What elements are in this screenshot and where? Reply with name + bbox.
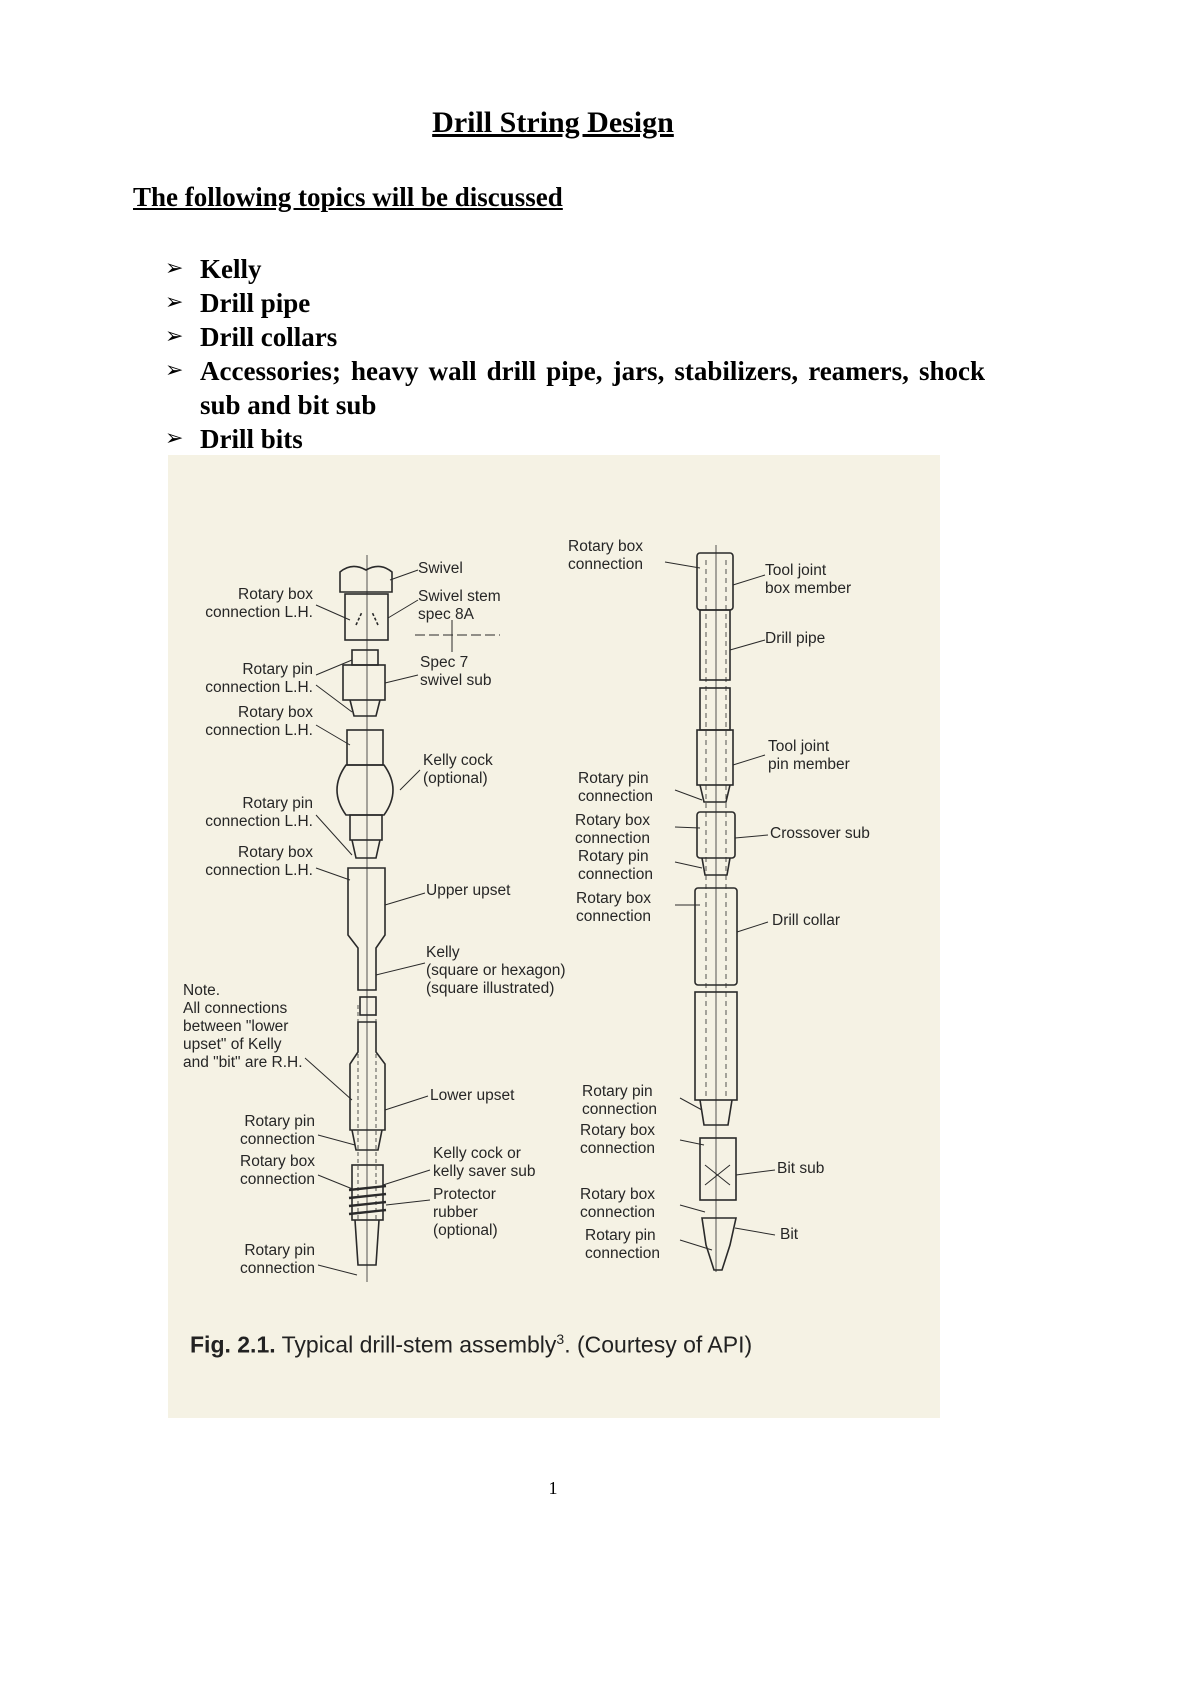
tool-joint-box-shape (697, 553, 733, 610)
list-item: ➢ Drill collars (165, 322, 338, 352)
label-rotary-box-lh: Rotary box connection L.H. (205, 586, 313, 621)
drill-pipe-upper (700, 610, 730, 680)
drill-stem-assembly-figure (168, 455, 940, 1418)
kelly-cock-lower (350, 815, 382, 840)
label-swivel: Swivel (418, 560, 463, 577)
kelly-square-section (360, 997, 376, 1015)
label-rotary-box-lh: Rotary box connection L.H. (205, 704, 313, 739)
arrowhead-bullet-icon: ➢ (165, 324, 184, 349)
label-kelly-saver-sub: Kelly cock or kelly saver sub (433, 1145, 536, 1180)
page-number: 1 (548, 1478, 558, 1498)
list-item: ➢ Accessories; heavy wall drill pipe, jars, stabilizers, reamers, shock sub and bit sub (165, 356, 985, 420)
label-crossover-sub: Crossover sub (770, 825, 870, 842)
topic-list (165, 252, 985, 456)
label-rotary-box: Rotary box connection (575, 812, 650, 847)
arrowhead-bullet-icon: ➢ (165, 426, 184, 451)
label-rotary-box: Rotary box connection (580, 1122, 655, 1157)
label-protector-rubber: Protector rubber (optional) (433, 1186, 498, 1239)
arrowhead-bullet-icon: ➢ (165, 256, 184, 281)
list-item: ➢ Drill pipe (165, 288, 311, 318)
page-title: Drill String Design (432, 106, 674, 139)
bit-sub-shape (700, 1138, 736, 1200)
label-upper-upset: Upper upset (426, 882, 511, 899)
label-rotary-box: Rotary box connection (568, 538, 643, 573)
lower-upset-shape (350, 1022, 385, 1130)
label-lower-upset: Lower upset (430, 1087, 515, 1104)
label-rotary-pin: Rotary pin connection (240, 1242, 315, 1277)
list-item: ➢ Kelly (165, 254, 262, 284)
label-swivel-sub: Spec 7 swivel sub (420, 654, 492, 689)
swivel-stem-shape (345, 594, 388, 640)
label-kelly: Kelly (square or hexagon) (square illustrated) (426, 944, 566, 997)
swivel-sub-body (343, 665, 385, 700)
note-text: Note. All connections between "lower upset" of Kelly and "bit" are R.H. (183, 982, 303, 1071)
label-rotary-pin-lh: Rotary pin connection L.H. (205, 661, 313, 696)
kelly-cock-bulge (337, 765, 393, 815)
figure-caption: Fig. 2.1. Typical drill-stem assembly$^3$. (Courtesy of API) (190, 1331, 753, 1358)
label-rotary-pin: Rotary pin connection (578, 848, 653, 883)
swivel-sub-pin-bottom (350, 700, 380, 716)
label-tool-joint-box: Tool joint box member (765, 562, 852, 597)
label-bit: Bit (780, 1226, 799, 1243)
label-rotary-pin-lh: Rotary pin connection L.H. (205, 795, 313, 830)
label-rotary-pin: Rotary pin connection (582, 1083, 657, 1118)
arrowhead-bullet-icon: ➢ (165, 290, 184, 315)
kelly-cock-box (347, 730, 383, 765)
label-rotary-box-lh: Rotary box connection L.H. (205, 844, 313, 879)
label-drill-collar: Drill collar (772, 912, 841, 929)
section-heading: The following topics will be discussed (133, 182, 563, 212)
label-rotary-box: Rotary box connection (240, 1153, 315, 1188)
label-rotary-pin: Rotary pin connection (578, 770, 653, 805)
arrowhead-bullet-icon: ➢ (165, 358, 184, 383)
swivel-shape (340, 566, 392, 592)
bit-shape (702, 1218, 736, 1270)
list-item: ➢ Drill bits (165, 424, 303, 454)
label-rotary-box: Rotary box connection (576, 890, 651, 925)
label-drill-pipe: Drill pipe (765, 630, 826, 647)
upper-upset-shape (348, 868, 385, 990)
label-rotary-pin: Rotary pin connection (240, 1113, 315, 1148)
label-bit-sub: Bit sub (777, 1160, 825, 1177)
label-kelly-cock: Kelly cock (optional) (423, 752, 493, 787)
label-rotary-pin: Rotary pin connection (585, 1227, 660, 1262)
label-tool-joint-pin: Tool joint pin member (768, 738, 850, 773)
label-rotary-box: Rotary box connection (580, 1186, 655, 1221)
drill-pipe-lower (700, 688, 730, 730)
swivel-sub-pin-top (352, 650, 378, 665)
label-swivel-stem: Swivel stem spec 8A (418, 588, 501, 623)
tool-joint-pin-shape (697, 730, 733, 785)
